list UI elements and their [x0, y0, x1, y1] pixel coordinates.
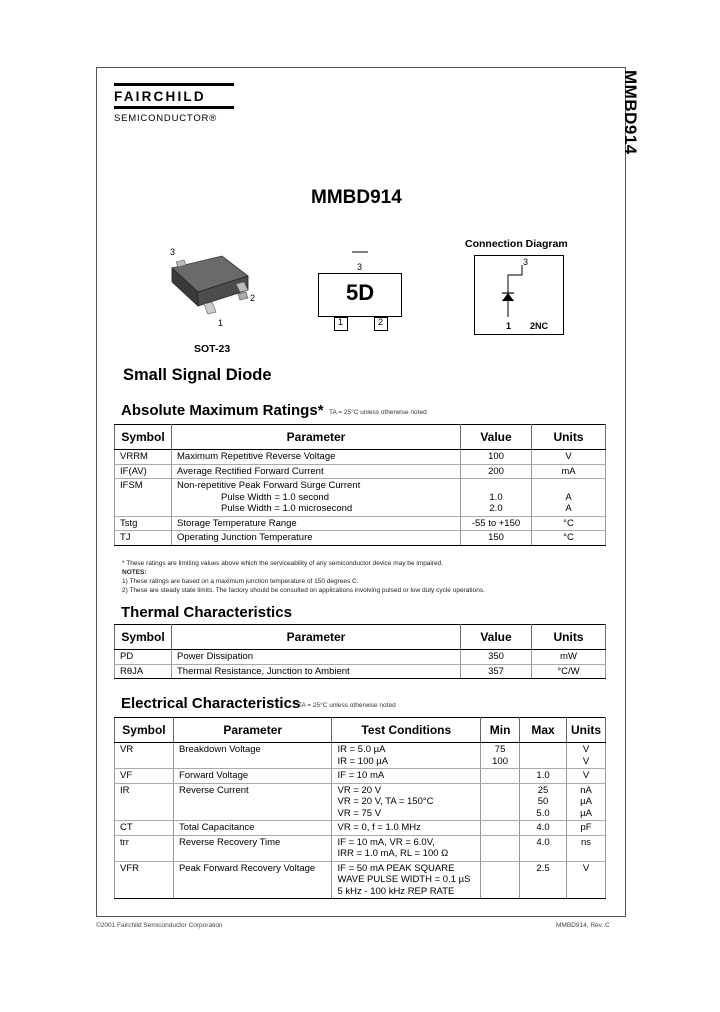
col-header: Symbol [115, 625, 172, 650]
col-header: Value [461, 625, 532, 650]
note-1: 1) These ratings are based on a maximum junction temperature of 150 degrees C. [122, 578, 359, 585]
diode-symbol-icon [474, 255, 562, 333]
col-header: Units [532, 625, 606, 650]
thermal-title: Thermal Characteristics [121, 604, 292, 621]
col-header: Parameter [172, 425, 461, 450]
col-header: Value [461, 425, 532, 450]
brand-name: FAIRCHILD [114, 89, 206, 104]
pkg-pin2-label: 2 [250, 293, 256, 303]
electrical-condition: TA = 25°C unless otherwise noted [298, 702, 396, 709]
abs-max-title: Absolute Maximum Ratings* [121, 402, 324, 419]
col-header: Units [532, 425, 606, 450]
side-part-number: MMBD914 [621, 70, 640, 155]
electrical-table [114, 717, 606, 899]
abs-max-notes [122, 559, 612, 595]
connection-title: Connection Diagram [465, 238, 568, 250]
notes-label: NOTES: [122, 569, 147, 576]
table-row: IFSM Non-repetitive Peak Forward Surge Current Pulse Width = 1.0 second Pulse Width = 1.0 microsecond 1.0 2.0 A A [115, 479, 606, 517]
table-row: CT Total Capacitance VR = 0, f = 1.0 MHz 4.0 pF [115, 821, 606, 836]
col-header: Min [481, 718, 520, 743]
table-row: Tstg Storage Temperature Range -55 to +150 °C [115, 516, 606, 531]
abs-max-condition: TA = 25°C unless otherwise noted [329, 409, 427, 416]
col-header: Units [567, 718, 606, 743]
col-header: Max [520, 718, 567, 743]
footnote: * These ratings are limiting values above which the serviceability of any semiconductor device may be impaired. [122, 560, 444, 567]
package-label: SOT-23 [194, 343, 231, 355]
footer-revision: MMBD914, Rev. C [556, 922, 610, 929]
mark-pin3-label: 3 [357, 262, 363, 272]
table-row: RθJA Thermal Resistance, Junction to Ambient 357 °C/W [115, 664, 606, 679]
abs-max-table [114, 424, 606, 546]
table-row: PD Power Dissipation 350 mW [115, 650, 606, 665]
electrical-title: Electrical Characteristics [121, 695, 301, 712]
table-row: TJ Operating Junction Temperature 150 °C [115, 531, 606, 546]
table-row: IF(AV) Average Rectified Forward Current 200 mA [115, 464, 606, 479]
conn-pin1-label: 1 [506, 321, 512, 331]
mark-pin1-label: 1 [338, 317, 344, 327]
brand-subtitle: SEMICONDUCTOR® [114, 113, 217, 124]
table-row: IR Reverse Current VR = 20 V VR = 20 V, TA = 150°C VR = 75 V 25 50 5.0 nA µA µA [115, 783, 606, 821]
conn-pin2-label: 2NC [530, 321, 549, 331]
conn-pin3-label: 3 [523, 257, 529, 267]
marking-code: 5D [346, 280, 375, 305]
part-number: MMBD914 [311, 187, 402, 208]
device-title: Small Signal Diode [123, 366, 272, 384]
col-header: Symbol [115, 718, 174, 743]
table-row: VRRM Maximum Repetitive Reverse Voltage 100 V [115, 450, 606, 465]
table-row: trr Reverse Recovery Time IF = 10 mA, VR = 6.0V, IRR = 1.0 mA, RL = 100 Ω 4.0 ns [115, 835, 606, 861]
table-row: VFR Peak Forward Recovery Voltage IF = 50 mA PEAK SQUARE WAVE PULSE WIDTH = 0.1 µS 5 kHz - 100 kHz REP RATE 2.5 V [115, 861, 606, 899]
col-header: Parameter [173, 718, 332, 743]
table-row: VF Forward Voltage IF = 10 mA 1.0 V [115, 769, 606, 784]
table-row: VR Breakdown Voltage IR = 5.0 µA IR = 100 µA 75 100 V V [115, 743, 606, 769]
mark-pin2-label: 2 [378, 317, 384, 327]
col-header: Symbol [115, 425, 172, 450]
pkg-pin1-label: 1 [218, 318, 224, 328]
pkg-pin3-label: 3 [170, 247, 176, 257]
col-header: Parameter [172, 625, 461, 650]
thermal-table [114, 624, 606, 679]
sot23-package-icon [160, 250, 260, 330]
footer-copyright: ©2001 Fairchild Semiconductor Corporation [96, 922, 223, 929]
note-2: 2) These are steady state limits. The factory should be consulted on applications involving pulsed or low duty cycle operations. [122, 587, 485, 594]
col-header: Test Conditions [332, 718, 481, 743]
